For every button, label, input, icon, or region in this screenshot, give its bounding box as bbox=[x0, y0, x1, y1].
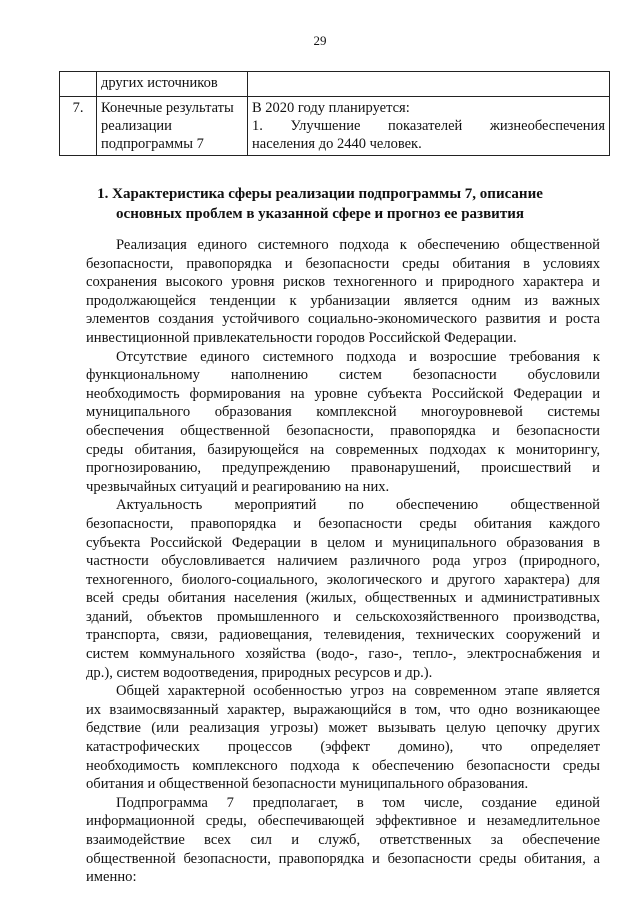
text-line: прогнозированию, предупреждению правонарушений, происшествий и bbox=[86, 460, 600, 477]
text-line: катастрофических процессов (эффект домино), что определяет bbox=[86, 739, 600, 756]
text-line: безопасности, правопорядка и безопасности среды обитания каждого bbox=[86, 515, 600, 532]
text-line: элементов создания устойчивого социально-экономического развития и роста bbox=[86, 311, 600, 328]
text-line: обитания и общественной безопасности муниципального образования. bbox=[86, 776, 529, 793]
heading-line: основных проблем в указанной сфере и прогноз ее развития bbox=[116, 206, 524, 222]
text-line: муниципального образования комплексной многоуровневой системы bbox=[86, 404, 600, 421]
text-line: общественной безопасности, правопорядка и безопасности среды обитания, а bbox=[86, 850, 600, 867]
row-value-cell bbox=[248, 97, 610, 156]
text-line: безопасности, правопорядка и безопасности среды обитания в условиях bbox=[86, 255, 600, 272]
text-line: бедствие (или реализация угрозы) может вызывать целую цепочку других bbox=[86, 720, 600, 737]
text-line: Реализация единого системного подхода к обеспечению общественной bbox=[116, 237, 600, 253]
cell-line: подпрограммы 7 bbox=[101, 136, 204, 152]
table-row bbox=[60, 97, 610, 156]
row-label-cell: других источников bbox=[97, 72, 248, 97]
text-line: Подпрограмма 7 предполагает, в том числе, создание единой bbox=[116, 794, 600, 811]
text-line: субъекта Российской Федерации в целом и муниципального образования в bbox=[86, 534, 600, 551]
text-line: транспорта, связи, радиовещания, телевидения, технических сооружений и bbox=[86, 627, 600, 644]
cell-line: населения до 2440 человек. bbox=[252, 136, 422, 152]
text-line: информационной среды, обеспечивающей эффективное и незамедлительное bbox=[86, 813, 600, 830]
text-line: чрезвычайных ситуаций и реагированию на них. bbox=[86, 478, 390, 495]
text-line: продолжающейся тенденции к урбанизации является одним из важных bbox=[86, 292, 600, 309]
paragraph bbox=[86, 794, 600, 887]
table-row bbox=[60, 72, 610, 97]
text-line: их взаимосвязанный характер, выражающийся в том, что одно возникающее bbox=[86, 701, 600, 718]
text-line: систем коммунального хозяйства (водо-, газо-, тепло-, электроснабжения и bbox=[86, 646, 600, 663]
text-line: Общей характерной особенностью угроз на современном этапе является bbox=[116, 683, 600, 700]
row-label-cell bbox=[97, 97, 248, 156]
text-line: зданий, объектов промышленного и сельскохозяйственного производства, bbox=[86, 608, 600, 625]
page-number: 29 bbox=[313, 33, 327, 48]
body-text bbox=[86, 236, 600, 887]
text-line: техногенного, биолого-социального, экологического и другого характера) для bbox=[86, 571, 600, 588]
row-number-cell: 7. bbox=[60, 97, 97, 156]
text-line: частности обусловливается наличием различного рода угроз (природного, bbox=[86, 553, 600, 570]
text-line: среды обитания, базирующейся на современных подходах к мониторингу, bbox=[86, 441, 600, 458]
text-line: необходимость формирования на уровне субъекта Российской Федерации и bbox=[86, 385, 600, 402]
text-line: обеспечения общественной безопасности, правопорядка и безопасности bbox=[86, 422, 600, 439]
cell-line: Конечные результаты bbox=[101, 100, 234, 116]
text-line: сохранения высокого уровня рисков техногенного и природного характера и bbox=[86, 274, 600, 291]
cell-line: реализации bbox=[101, 118, 172, 134]
subprogram-passport-table bbox=[59, 71, 610, 156]
section-heading bbox=[80, 184, 560, 224]
cell-line: В 2020 году планируется: bbox=[252, 100, 410, 116]
text-line: необходимость комплексного подхода к обеспечению безопасности среды bbox=[86, 757, 600, 774]
text-line: Отсутствие единого системного подхода и возросшие требования к bbox=[116, 348, 600, 365]
paragraph bbox=[86, 682, 600, 794]
text-line: инвестиционной привлекательности городов Российской Федерации. bbox=[86, 329, 517, 346]
heading-line: 1. Характеристика сферы реализации подпрограммы 7, описание bbox=[97, 186, 543, 202]
paragraph bbox=[86, 348, 600, 497]
text-line: именно: bbox=[86, 869, 137, 886]
row-number-cell bbox=[60, 72, 97, 97]
text-line: др.), систем водоотведения, природных ресурсов и др.). bbox=[86, 664, 433, 681]
cell-line: 1. Улучшение показателей жизнеобеспечения bbox=[252, 118, 605, 134]
text-line: функциональному наполнению систем безопасности обусловили bbox=[86, 367, 600, 384]
paragraph bbox=[86, 236, 600, 348]
text-line: взаимодействие всех сил и служб, ответственных за обеспечение bbox=[86, 832, 600, 848]
paragraph bbox=[86, 496, 600, 682]
row-value-cell bbox=[248, 72, 610, 97]
text-line: всей среды обитания населения (жилых, общественных и административных bbox=[86, 590, 600, 607]
text-line: Актуальность мероприятий по обеспечению общественной bbox=[116, 497, 600, 514]
